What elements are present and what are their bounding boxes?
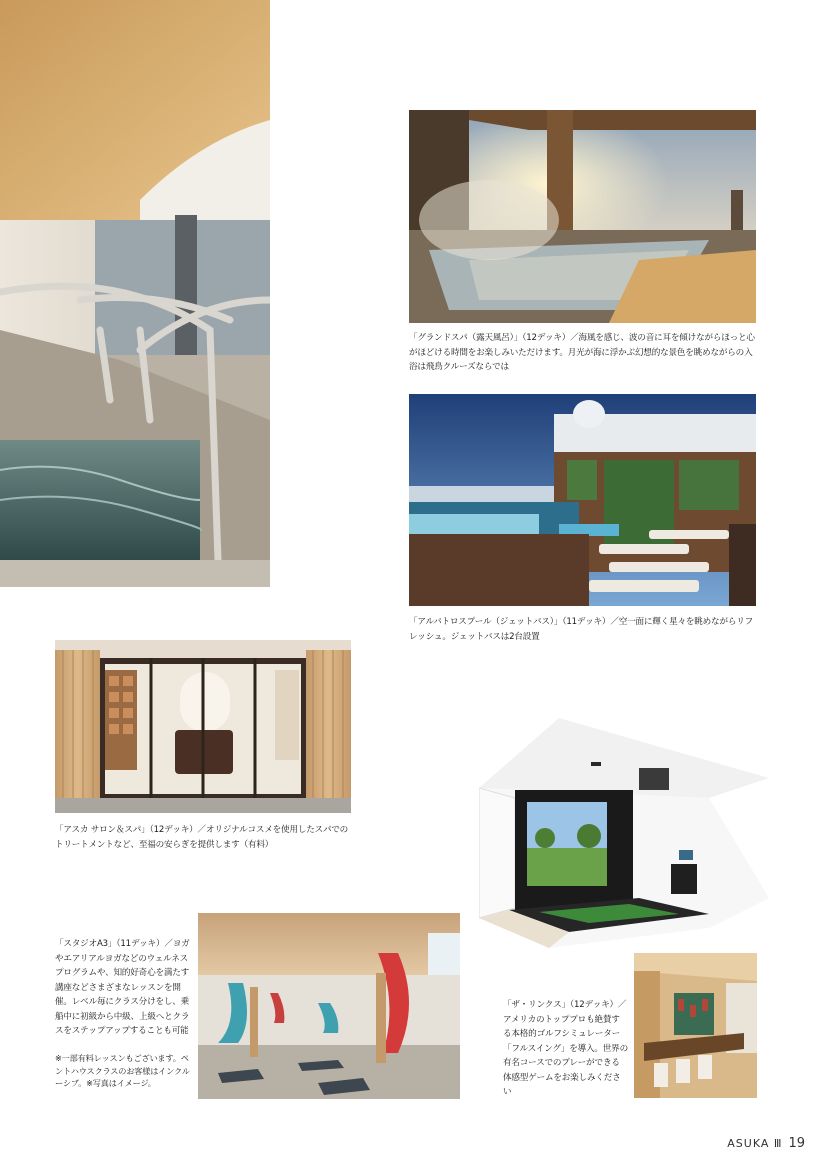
grand-spa-photo	[409, 110, 756, 323]
grand-spa-caption: 「グランドスパ（露天風呂）」（12デッキ）／海風を感じ、波の音に耳を傾けながらほっと心がほどける時間をお楽しみいただけます。月光が海に浮かぶ幻想的な景色を眺めながらの入浴は飛鳥クルーズならでは	[409, 333, 755, 372]
page-number: 19	[788, 1136, 805, 1151]
page-folio	[727, 1136, 805, 1151]
the-links-render	[479, 718, 769, 953]
studio-a3-photo	[198, 913, 460, 1099]
studio-a3-note: ※一部有料レッスンもございます。ペントハウスクラスのお客様はインクルーシブ。※写真はイメージ。	[55, 1053, 190, 1088]
the-links-caption: 「ザ・リンクス」（12デッキ）／アメリカのトッププロも絶賛する本格的ゴルフシミュレーター「フルスイング」を導入。世界の有名コースでのプレーができる体感型ゲームをお楽しみください	[503, 1000, 628, 1097]
spa-pool-photo	[0, 0, 270, 587]
magazine-brand: ASUKA Ⅲ	[727, 1137, 783, 1150]
the-links-lounge-photo	[634, 953, 757, 1098]
salon-spa-caption: 「アスカ サロン＆スパ」（12デッキ）／オリジナルコスメを使用したスパでのトリートメントなど、至福の安らぎを提供します（有料）	[55, 825, 349, 850]
albatross-pool-photo	[409, 394, 756, 606]
albatross-pool-caption: 「アルバトロスプール（ジェットバス）」（11デッキ）／空一面に輝く星々を眺めながらリフレッシュ。ジェットバスは2台設置	[409, 617, 754, 642]
salon-spa-photo	[55, 640, 351, 813]
studio-a3-caption: 「スタジオA3」（11デッキ）／ヨガやエアリアルヨガなどのウェルネスプログラムや、知的好奇心を満たす講座などさまざまなレッスンを開催。レベル毎にクラス分けをし、乗船中に初級から中級、上級へとクラスをステップアップすることも可能	[55, 939, 190, 1036]
